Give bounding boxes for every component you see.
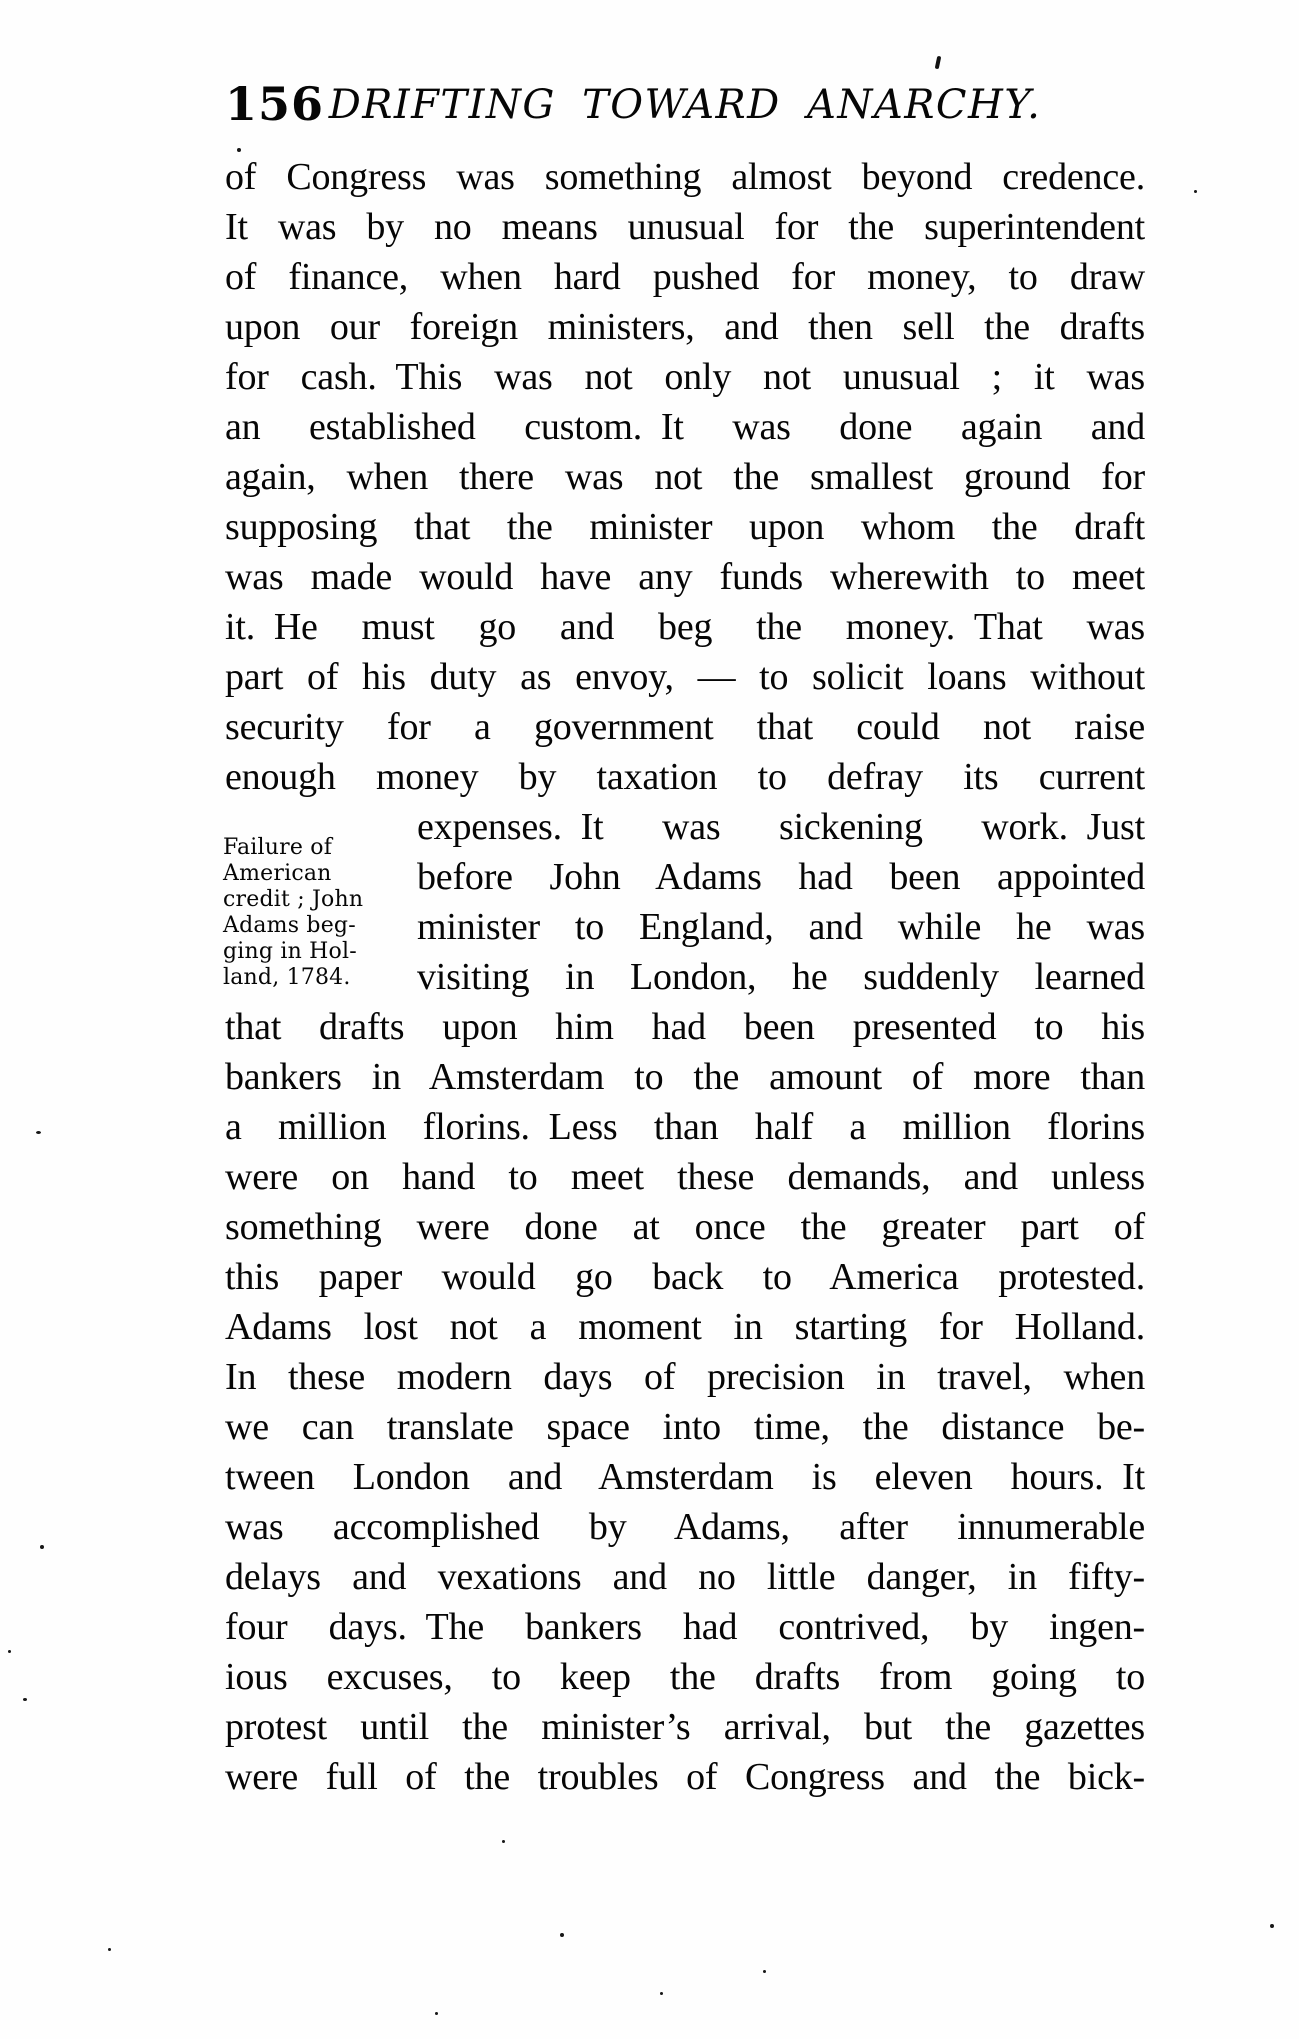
text-line: for cash. This was not only not unusual ; it was <box>225 356 1145 398</box>
text-line: of finance, when hard pushed for money, to draw <box>225 256 1145 298</box>
text-line: four days. The bankers had contrived, by ingen- <box>225 1606 1145 1648</box>
sidenote-line: Adams beg- <box>223 913 356 938</box>
text-line: supposing that the minister upon whom the draft <box>225 506 1145 548</box>
page-number: 156 <box>225 77 325 131</box>
sidenote-line: land, 1784. <box>223 965 351 990</box>
text-line: we can translate space into time, the distance be- <box>225 1406 1145 1448</box>
text-line: upon our foreign ministers, and then sell the drafts <box>225 306 1145 348</box>
ink-speck <box>1194 190 1197 193</box>
text-line: enough money by taxation to defray its current <box>225 756 1145 798</box>
sidenote-line: ging in Hol- <box>223 939 357 964</box>
text-line: In these modern days of precision in travel, when <box>225 1356 1145 1398</box>
text-line: It was by no means unusual for the superintendent <box>225 206 1145 248</box>
text-line: were on hand to meet these demands, and unless <box>225 1156 1145 1198</box>
text-line-indented: minister to England, and while he was <box>417 906 1145 948</box>
text-line-indented: expenses. It was sickening work. Just <box>417 806 1145 848</box>
text-line: Adams lost not a moment in starting for Holland. <box>225 1306 1145 1348</box>
text-line: bankers in Amsterdam to the amount of more than <box>225 1056 1145 1098</box>
text-line: delays and vexations and no little danger, in fifty- <box>225 1556 1145 1598</box>
ink-speck <box>23 1698 27 1701</box>
text-line: part of his duty as envoy, — to solicit loans without <box>225 656 1145 698</box>
ink-mark <box>935 56 942 70</box>
sidenote-line: Failure of <box>223 835 333 860</box>
ink-speck <box>502 1840 505 1843</box>
sidenote-line: credit ; John <box>223 887 364 912</box>
text-line: were full of the troubles of Congress and the bick- <box>225 1756 1145 1798</box>
ink-speck <box>660 1992 663 1995</box>
text-line: that drafts upon him had been presented to his <box>225 1006 1145 1048</box>
running-head-row <box>225 78 1145 130</box>
text-line: ious excuses, to keep the drafts from going to <box>225 1656 1145 1698</box>
ink-speck <box>36 1131 41 1134</box>
ink-speck <box>763 1970 766 1973</box>
text-line: something were done at once the greater part of <box>225 1206 1145 1248</box>
text-line: again, when there was not the smallest ground for <box>225 456 1145 498</box>
ink-speck <box>237 148 241 152</box>
text-line-indented: visiting in London, he suddenly learned <box>417 956 1145 998</box>
text-line-indented: before John Adams had been appointed <box>417 856 1145 898</box>
text-line: tween London and Amsterdam is eleven hours. It <box>225 1456 1145 1498</box>
sidenote-line: American <box>223 861 332 886</box>
ink-speck <box>1270 1924 1274 1928</box>
ink-speck <box>8 1650 11 1653</box>
text-line: of Congress was something almost beyond credence. <box>225 156 1145 198</box>
text-line: was accomplished by Adams, after innumerable <box>225 1506 1145 1548</box>
marginal-sidenote <box>223 835 413 991</box>
text-line: it. He must go and beg the money. That was <box>225 606 1145 648</box>
ink-speck <box>40 1545 44 1549</box>
running-head-title: DRIFTING TOWARD ANARCHY. <box>328 82 1042 128</box>
text-line: security for a government that could not raise <box>225 706 1145 748</box>
ink-speck <box>108 1948 111 1951</box>
ink-speck <box>435 2012 438 2015</box>
ink-speck <box>560 1933 564 1937</box>
text-line: an established custom. It was done again and <box>225 406 1145 448</box>
text-line: was made would have any funds wherewith to meet <box>225 556 1145 598</box>
text-line: a million florins. Less than half a million florins <box>225 1106 1145 1148</box>
text-line: protest until the minister’s arrival, but the gazettes <box>225 1706 1145 1748</box>
text-line: this paper would go back to America protested. <box>225 1256 1145 1298</box>
